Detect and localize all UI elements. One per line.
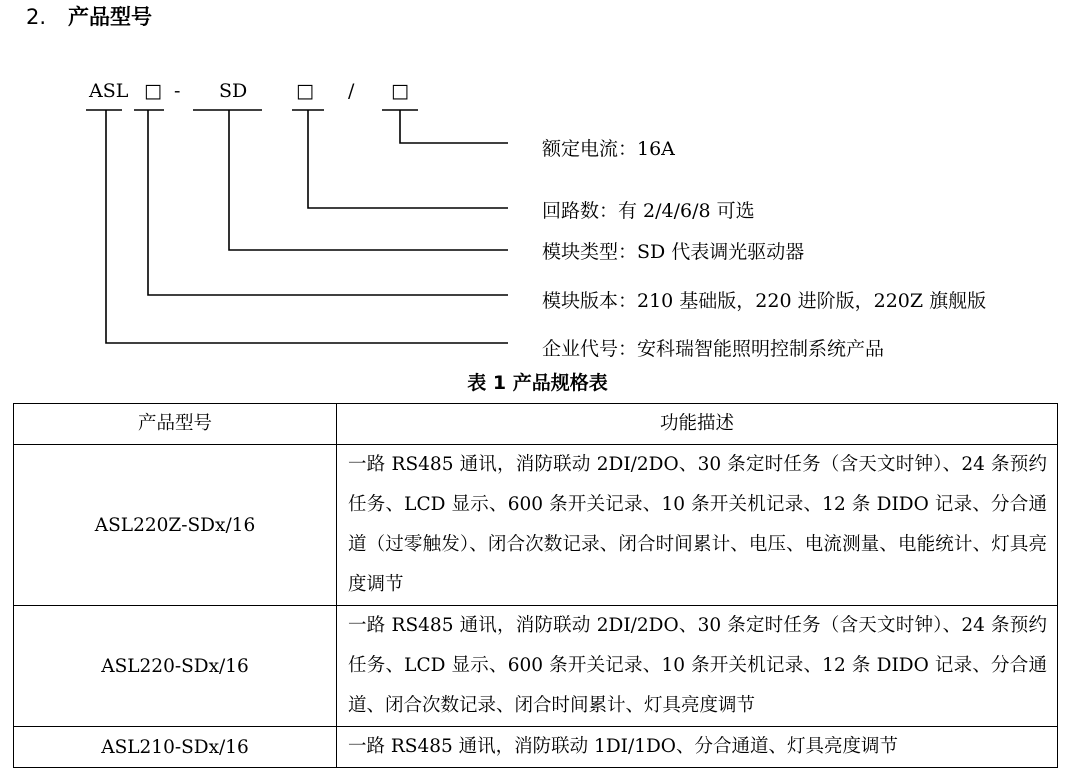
table-row bbox=[14, 727, 1058, 768]
code-box-current: □ bbox=[391, 80, 409, 102]
code-slash: / bbox=[348, 80, 355, 102]
row-model: ASL220Z-SDx/16 bbox=[14, 445, 337, 606]
leader-circuits bbox=[308, 110, 508, 208]
row-model: ASL210-SDx/16 bbox=[14, 727, 337, 768]
code-prefix: ASL bbox=[89, 80, 129, 102]
header-description: 功能描述 bbox=[337, 404, 1058, 445]
legend-company-code: 企业代号：安科瑞智能照明控制系统产品 bbox=[542, 338, 885, 360]
leader-version bbox=[148, 110, 508, 295]
table-caption: 表 1 产品规格表 bbox=[467, 372, 608, 394]
header-model: 产品型号 bbox=[14, 404, 337, 445]
table-row bbox=[14, 445, 1058, 606]
product-spec-table bbox=[13, 403, 1058, 768]
row-model: ASL220-SDx/16 bbox=[14, 606, 337, 727]
leader-type bbox=[229, 110, 508, 250]
legend-module-version: 模块版本：210 基础版，220 进阶版，220Z 旗舰版 bbox=[542, 290, 987, 312]
leader-company bbox=[106, 110, 508, 343]
legend-module-type: 模块类型：SD 代表调光驱动器 bbox=[542, 241, 805, 263]
table-header-row bbox=[14, 404, 1058, 445]
legend-rated-current: 额定电流：16A bbox=[542, 138, 675, 160]
row-description: 一路 RS485 通讯，消防联动 2DI/2DO、30 条定时任务（含天文时钟）、24 条预约任务、LCD 显示、600 条开关记录、10 条开关机记录、12 条 DIDO 记录、分合通道（过零触发）、闭合次数记录、闭合时间累计、电压、电流测量、电能统计、灯具亮度调节 bbox=[337, 445, 1058, 606]
model-code-diagram bbox=[0, 0, 1075, 370]
section-title: 产品型号 bbox=[68, 5, 152, 29]
code-box-version: □ bbox=[144, 80, 162, 102]
leader-current bbox=[400, 110, 508, 143]
row-description: 一路 RS485 通讯，消防联动 2DI/2DO、30 条定时任务（含天文时钟）、24 条预约任务、LCD 显示、600 条开关记录、10 条开关机记录、12 条 DIDO 记录、分合通道、闭合次数记录、闭合时间累计、灯具亮度调节 bbox=[337, 606, 1058, 727]
code-type: SD bbox=[219, 80, 248, 102]
section-number: 2. bbox=[26, 5, 47, 29]
row-description: 一路 RS485 通讯，消防联动 1DI/1DO、分合通道、灯具亮度调节 bbox=[337, 727, 1058, 768]
leader-lines bbox=[106, 110, 508, 343]
legend-circuit-count: 回路数：有 2/4/6/8 可选 bbox=[542, 200, 755, 222]
code-box-circuits: □ bbox=[296, 80, 314, 102]
table-row bbox=[14, 606, 1058, 727]
code-dash: - bbox=[174, 80, 181, 102]
